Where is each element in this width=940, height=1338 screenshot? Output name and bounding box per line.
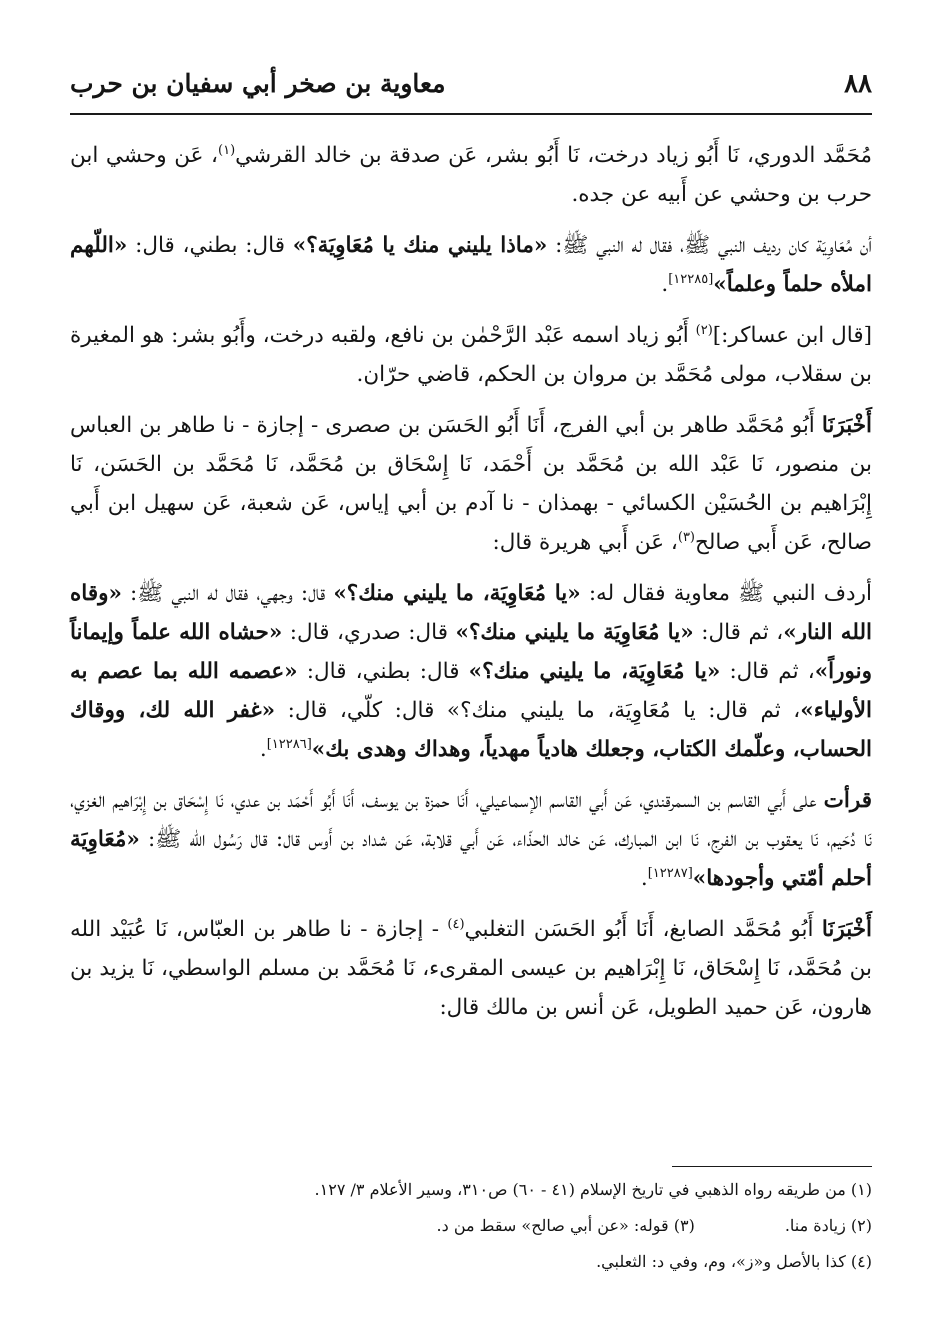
- emphasized-text: «وقاه الله النار»: [70, 581, 872, 645]
- emphasized-text: قرأت: [823, 788, 872, 813]
- emphasized-text: أَخْبَرَنَا: [821, 413, 872, 438]
- paragraph: [70, 910, 872, 1027]
- text-run: ، عَن وحشي ابن حرب بن وحشي عن أَبيه عن جده.: [70, 143, 872, 207]
- text-run: ، ثم قال:: [693, 620, 784, 645]
- text-run: ، ثم قال:: [720, 659, 815, 684]
- page-number: ٨٨: [844, 69, 872, 99]
- reference-marker: [١٢٢٨٦]: [266, 736, 312, 752]
- text-run: قال: بطني، قال:: [297, 659, 469, 684]
- text-run: قال: وجهي، فقال له النبي ﷺ:: [121, 581, 334, 606]
- paragraph: [70, 406, 872, 562]
- footnote-row: [70, 1208, 872, 1244]
- emphasized-text: «يا مُعَاوِيَة، ما يليني منك؟»: [468, 659, 721, 684]
- emphasized-text: «اللّهم املأه حلماً وعلماً»: [70, 233, 872, 297]
- paragraph: [70, 316, 872, 394]
- text-run: .: [661, 272, 669, 297]
- text-run: مُحَمَّد الدوري، نَا أَبُو زياد درخت، نَا أَبُو بشر، عَن صدقة بن خالد القرشي: [235, 143, 872, 168]
- text-run: أَبُو مُحَمَّد الصابغ، أَنَا أَبُو الحَسَن التغلبي: [464, 917, 822, 942]
- footnote-rule: [672, 1166, 872, 1167]
- text-run: ، ثم قال: يا مُعَاوِيَة، ما يليني منك؟» قال: كلّي، قال:: [275, 698, 801, 723]
- text-run: ، عَن أَبي هريرة قال:: [492, 530, 678, 555]
- text-run: قال: صدري، قال:: [282, 620, 456, 645]
- emphasized-text: «مُعَاوِيَة أحلم أمّتي وأجودها»: [70, 827, 872, 891]
- paragraph: [70, 226, 872, 304]
- text-run: قال: بطني، قال:: [127, 233, 293, 258]
- text-run: أردف النبي ﷺ معاوية فقال له:: [580, 581, 872, 606]
- footnote-3: (٣) قوله: «عن أبي صالح» سقط من د.: [436, 1216, 695, 1235]
- text-run: [قال ابن عساكر:]: [712, 323, 872, 348]
- text-run: على أَبي القاسم بن السمرقندي، عَن أَبي القاسم الإسماعيلي، أَنَا حمزة بن يوسف، أَنَا أَبُو أَحْمَد بن عدي، نَا إِسْحَاق بن إِبْرَاهيم الغزي، نَا دُحَيم، نَا يعقوب بن الفرج، نَا ابن المبارك، عَن خالد الحذّاء، عَن أَبي قلابة، عَن شداد بن أَوس قال: قال رَسُول الله ﷺ:: [70, 788, 872, 852]
- emphasized-text: «يا مُعَاوِيَة، ما يليني منك؟»: [333, 581, 581, 606]
- emphasized-text: «غفر الله لك، ووقاك الحساب، وعلّمك الكتاب، وجعلك هادياً مهدياً، وهداك وهدى بك»: [70, 698, 872, 762]
- text-run: .: [640, 866, 648, 891]
- paragraph: [70, 574, 872, 769]
- text-run: أَبُو زياد اسمه عَبْد الرَّحْمٰن بن نافع، ولقبه درخت، وأَبُو بشر: هو المغيرة بن سقلاب، مولى مُحَمَّد بن مروان بن الحكم، قاضي حرّان.: [70, 323, 872, 387]
- paragraph: [70, 136, 872, 214]
- footnote-4: (٤) كذا بالأصل و«ز»، وم، وفي د: الثعلبي.: [596, 1252, 872, 1271]
- emphasized-text: «حشاه الله علماً وإيماناً ونوراً»: [70, 620, 872, 684]
- footnote-1: (١) من طريقه رواه الذهبي في تاريخ الإسلام (٤١ - ٦٠) ص٣١٠، وسير الأعلام ٣/ ١٢٧.: [314, 1180, 872, 1199]
- footnotes: [70, 1172, 872, 1280]
- emphasized-text: «ماذا يليني منك يا مُعَاوِيَة؟»: [292, 233, 548, 258]
- emphasized-text: أَخْبَرَنَا: [821, 917, 872, 942]
- text-run: أَبُو مُحَمَّد طاهر بن أبي الفرج، أَنَا أَبُو الحَسَن بن صصرى - إجازة - نا طاهر بن العباس بن منصور، نَا عَبْد الله بن مُحَمَّد بن أَحْمَد، نَا إِسْحَاق بن مُحَمَّد، نَا مُحَمَّد بن الحَسَن، نَا إِبْرَاهيم بن الحُسَيْن الكسائي - بهمذان - نا آدم بن أبي إياس، عَن شعبة، عَن سهيل ابن أَبي صالح، عَن أَبي صالح: [70, 413, 872, 555]
- header-rule: [70, 113, 872, 115]
- running-title: معاوية بن صخر أبي سفيان بن حرب: [70, 69, 446, 98]
- reference-marker: (٢): [695, 322, 713, 338]
- reference-marker: (٤): [447, 916, 465, 932]
- reference-marker: (٣): [677, 529, 695, 545]
- reference-marker: (١): [218, 142, 236, 158]
- emphasized-text: «عصمه الله بما عصم به الأولياء»: [70, 659, 873, 723]
- text-run: .: [259, 737, 267, 762]
- reference-marker: [١٢٢٨٧]: [647, 865, 693, 881]
- reference-marker: [١٢٢٨٥]: [668, 271, 714, 287]
- text-run: أن مُعَاوِيَة كان رديف النبي ﷺ، فقال له النبي ﷺ:: [547, 233, 872, 258]
- body-text: [70, 136, 872, 1039]
- text-run: - إجازة - نا طاهر بن العبّاس، نَا عُبَيْد الله بن مُحَمَّد، نَا إِسْحَاق، نَا إِبْرَاهيم بن عيسى المقرىء، نَا مُحَمَّد بن مسلم الواسطي، نَا يزيد بن هارون، عَن حميد الطويل، عَن أنس بن مالك قال:: [70, 917, 872, 1020]
- emphasized-text: «يا مُعَاوِيَة ما يليني منك؟»: [455, 620, 694, 645]
- paragraph: [70, 781, 872, 898]
- footnote-2: (٢) زيادة منا.: [784, 1216, 872, 1235]
- page-header: [70, 66, 872, 106]
